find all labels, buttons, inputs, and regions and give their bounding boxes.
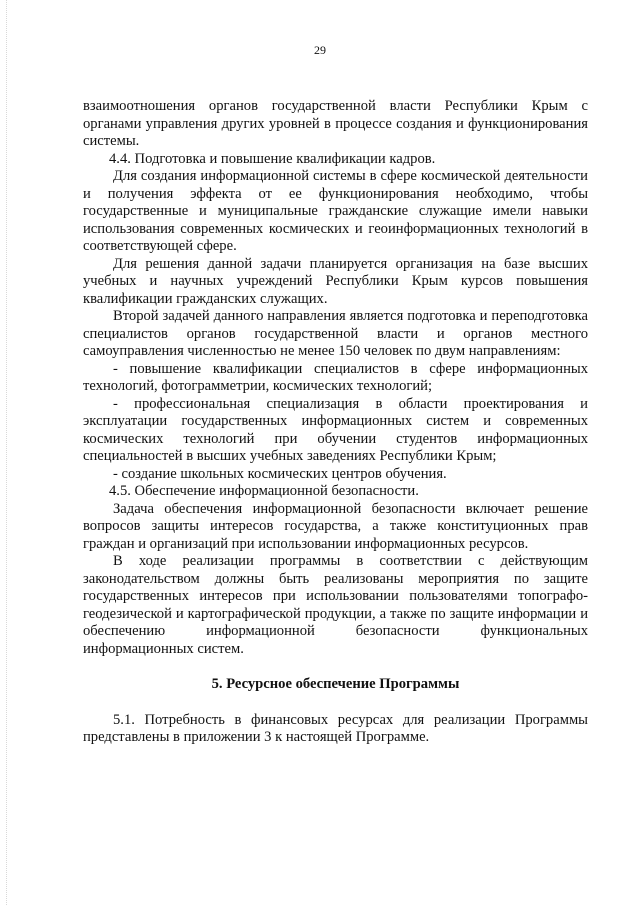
- scan-edge-mark: [6, 0, 8, 905]
- list-item: - повышение квалификации специалистов в сфере информационных технологий, фотограмметрии, космических технологий;: [83, 360, 588, 394]
- page-number: 29: [314, 43, 326, 57]
- section-title: 5. Ресурсное обеспечение Программы: [211, 676, 460, 692]
- subsection-heading-4-5: 4.5. Обеспечение информационной безопасности.: [109, 483, 419, 499]
- paragraph: Для создания информационной системы в сфере космической деятельности и получения эффекта от ее функционирования необходимо, чтобы государственные и муниципальные гражданские служащие имели навыки использования современных космических и геоинформационных технологий в соответствующей сфере.: [83, 168, 588, 254]
- paragraph: 5.1. Потребность в финансовых ресурсах для реализации Программы представлены в приложении 3 к настоящей Программе.: [83, 711, 588, 745]
- paragraph: Второй задачей данного направления является подготовка и переподготовка специалистов органов государственной власти и органов местного самоуправления численностью не менее 150 человек по двум направлениям:: [83, 308, 588, 359]
- paragraph: Для решения данной задачи планируется организация на базе высших учебных и научных учреждений Республики Крым курсов повышения квалификации гражданских служащих.: [83, 255, 588, 307]
- subsection-heading-4-4: 4.4. Подготовка и повышение квалификации кадров.: [109, 150, 436, 167]
- list-item: - профессиональная специализация в области проектирования и эксплуатации государственных информационных систем и современных космических технологий при обучении студентов информационных специальностей в высших учебных заведениях Республики Крым;: [83, 395, 588, 464]
- paragraph: В ходе реализации программы в соответствии с действующим законодательством должны быть реализованы мероприятия по защите государственных интересов при использовании пользователями топографо-геодезической и картографической продукции, а также по защите информации и обеспечению информационной безопасности функциональных информационных систем.: [83, 553, 588, 657]
- paragraph: Задача обеспечения информационной безопасности включает решение вопросов защиты интересов государства, а также конституционных прав граждан и организаций при использовании информационных ресурсов.: [83, 500, 588, 552]
- body-text: [83, 98, 588, 747]
- list-item: - создание школьных космических центров обучения.: [113, 465, 447, 482]
- paragraph-continuation: взаимоотношения органов государственной власти Республики Крым с органами управления других уровней в процессе создания и функционирования системы.: [83, 98, 588, 149]
